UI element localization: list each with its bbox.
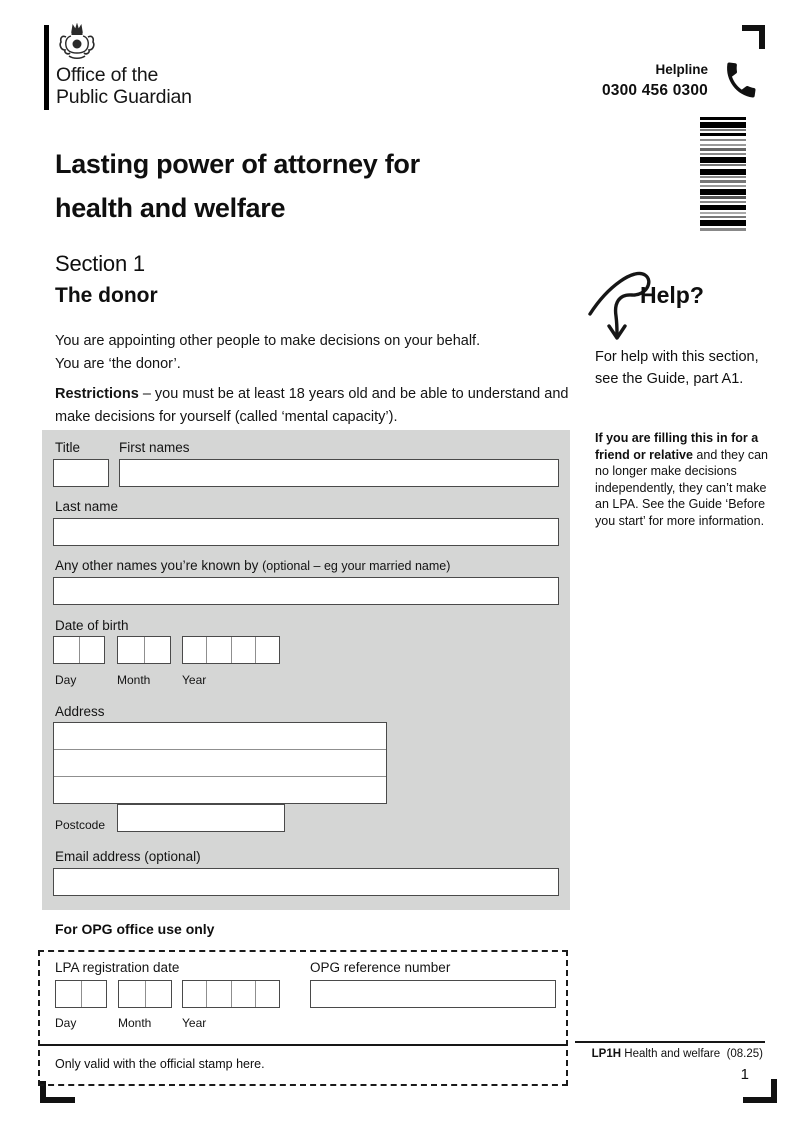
reg-month-caption: Month [118, 1016, 152, 1030]
dob-year-caption: Year [182, 673, 207, 687]
email-label: Email address (optional) [55, 849, 201, 864]
page-number: 1 [740, 1066, 749, 1083]
postcode-field[interactable] [117, 804, 285, 832]
footer-form-name: Health and welfare [624, 1048, 721, 1060]
section-number: Section 1 [55, 251, 145, 276]
royal-crest-icon [57, 23, 97, 65]
footer-rule [575, 1041, 765, 1043]
reg-day-caption: Day [55, 1016, 77, 1030]
barcode [700, 117, 746, 231]
reg-date-year-field[interactable] [182, 980, 280, 1008]
opg-office-heading: For OPG office use only [55, 921, 215, 937]
logo-rule [44, 25, 49, 110]
donor-details-panel [42, 430, 570, 910]
address-field[interactable] [53, 722, 387, 804]
restrictions-label: Restrictions [55, 386, 139, 402]
intro-line2: You are ‘the donor’. [55, 356, 181, 372]
dob-year-field[interactable] [182, 636, 280, 664]
dob-month-caption: Month [117, 673, 151, 687]
dob-month-field[interactable] [117, 636, 171, 664]
title-field[interactable] [53, 459, 109, 487]
reg-date-month-field[interactable] [118, 980, 172, 1008]
other-names-field[interactable] [53, 577, 559, 605]
address-line-1[interactable] [54, 723, 386, 749]
lpa-registration-date-label: LPA registration date [55, 960, 180, 975]
help-heading: Help? [640, 282, 704, 308]
dob-day-field[interactable] [53, 636, 105, 664]
office-box-divider [39, 1044, 567, 1046]
first-names-field[interactable] [119, 459, 559, 487]
first-names-label: First names [119, 440, 190, 455]
email-field[interactable] [53, 868, 559, 896]
org-name-line2: Public Guardian [56, 86, 192, 108]
footer-form-version: (08.25) [726, 1048, 763, 1060]
footer-form-code: LP1H [591, 1048, 622, 1060]
address-line-2[interactable] [54, 749, 386, 776]
help-note [595, 430, 771, 529]
crop-mark-bottom-right [771, 1079, 777, 1103]
phone-icon [720, 58, 762, 102]
help-note-rest: and they can no longer make decisions independently, they can’t make an LPA. See the Guide ‘Before you start’ for more information. [595, 447, 769, 528]
opg-reference-number-field[interactable] [310, 980, 556, 1008]
org-name [56, 64, 192, 108]
last-name-field[interactable] [53, 518, 559, 546]
org-name-line1: Office of the [56, 64, 159, 86]
opg-reference-number-label: OPG reference number [310, 960, 451, 975]
other-names-label: Any other names you’re known by (optional – eg your married name) [55, 558, 451, 573]
crop-mark-bottom-left [40, 1097, 75, 1103]
page-title-line2: health and welfare [55, 193, 286, 223]
stamp-note: Only valid with the official stamp here. [55, 1057, 265, 1071]
crop-mark-top-right [759, 25, 765, 49]
restrictions-text: – you must be at least 18 years old and be able to understand and make decisions for yourself (called ‘mental capacity’). [55, 386, 569, 425]
page-title-line1: Lasting power of attorney for [55, 149, 420, 179]
footer-form-id [592, 1048, 763, 1060]
dob-label: Date of birth [55, 618, 129, 633]
reg-date-day-field[interactable] [55, 980, 107, 1008]
address-label: Address [55, 704, 105, 719]
other-names-hint: (optional – eg your married name) [262, 559, 451, 573]
address-line-3[interactable] [54, 776, 386, 803]
postcode-label: Postcode [55, 818, 106, 832]
page-title [55, 142, 420, 230]
dob-day-caption: Day [55, 673, 77, 687]
helpline-label: Helpline [655, 62, 708, 77]
help-guide-text: For help with this section, see the Guide, part A1. [595, 349, 759, 387]
helpline-number: 0300 456 0300 [601, 82, 708, 99]
help-note-bold: If you are filling this in for a friend or relative [595, 431, 759, 462]
section-title: The donor [55, 284, 158, 307]
intro-paragraph [55, 330, 575, 376]
intro-line1: You are appointing other people to make decisions on your behalf. [55, 333, 481, 349]
title-label: Title [55, 440, 81, 455]
last-name-label: Last name [55, 499, 119, 514]
reg-year-caption: Year [182, 1016, 207, 1030]
restrictions-paragraph [55, 383, 575, 429]
